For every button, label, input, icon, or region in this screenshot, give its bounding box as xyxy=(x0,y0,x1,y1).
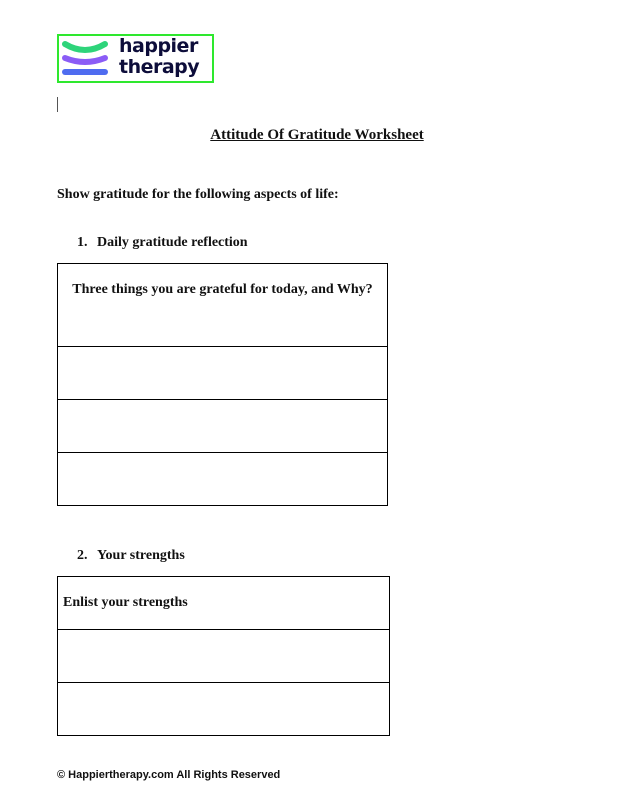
intro-text: Show gratitude for the following aspects of life: xyxy=(57,187,339,202)
strengths-table-header: Enlist your strengths xyxy=(58,577,390,630)
table-row[interactable] xyxy=(58,453,388,506)
logo-icon xyxy=(61,38,113,78)
table-row[interactable] xyxy=(58,683,390,736)
table-row[interactable] xyxy=(58,347,388,400)
table-row[interactable] xyxy=(58,400,388,453)
section-2-heading: 2. Your strengths xyxy=(77,548,185,563)
table-row[interactable] xyxy=(58,630,390,683)
section-1-heading: 1. Daily gratitude reflection xyxy=(77,235,248,250)
logo-text-1: happier xyxy=(119,35,198,57)
gratitude-table xyxy=(57,263,388,506)
gratitude-table-header: Three things you are grateful for today, and Why? xyxy=(58,264,388,347)
page-title: Attitude Of Gratitude Worksheet xyxy=(210,127,424,143)
strengths-table xyxy=(57,576,390,736)
logo xyxy=(57,34,214,83)
logo-text-2: therapy xyxy=(119,56,200,78)
text-cursor xyxy=(57,97,58,112)
footer: © Happiertherapy.com All Rights Reserved xyxy=(57,769,281,781)
